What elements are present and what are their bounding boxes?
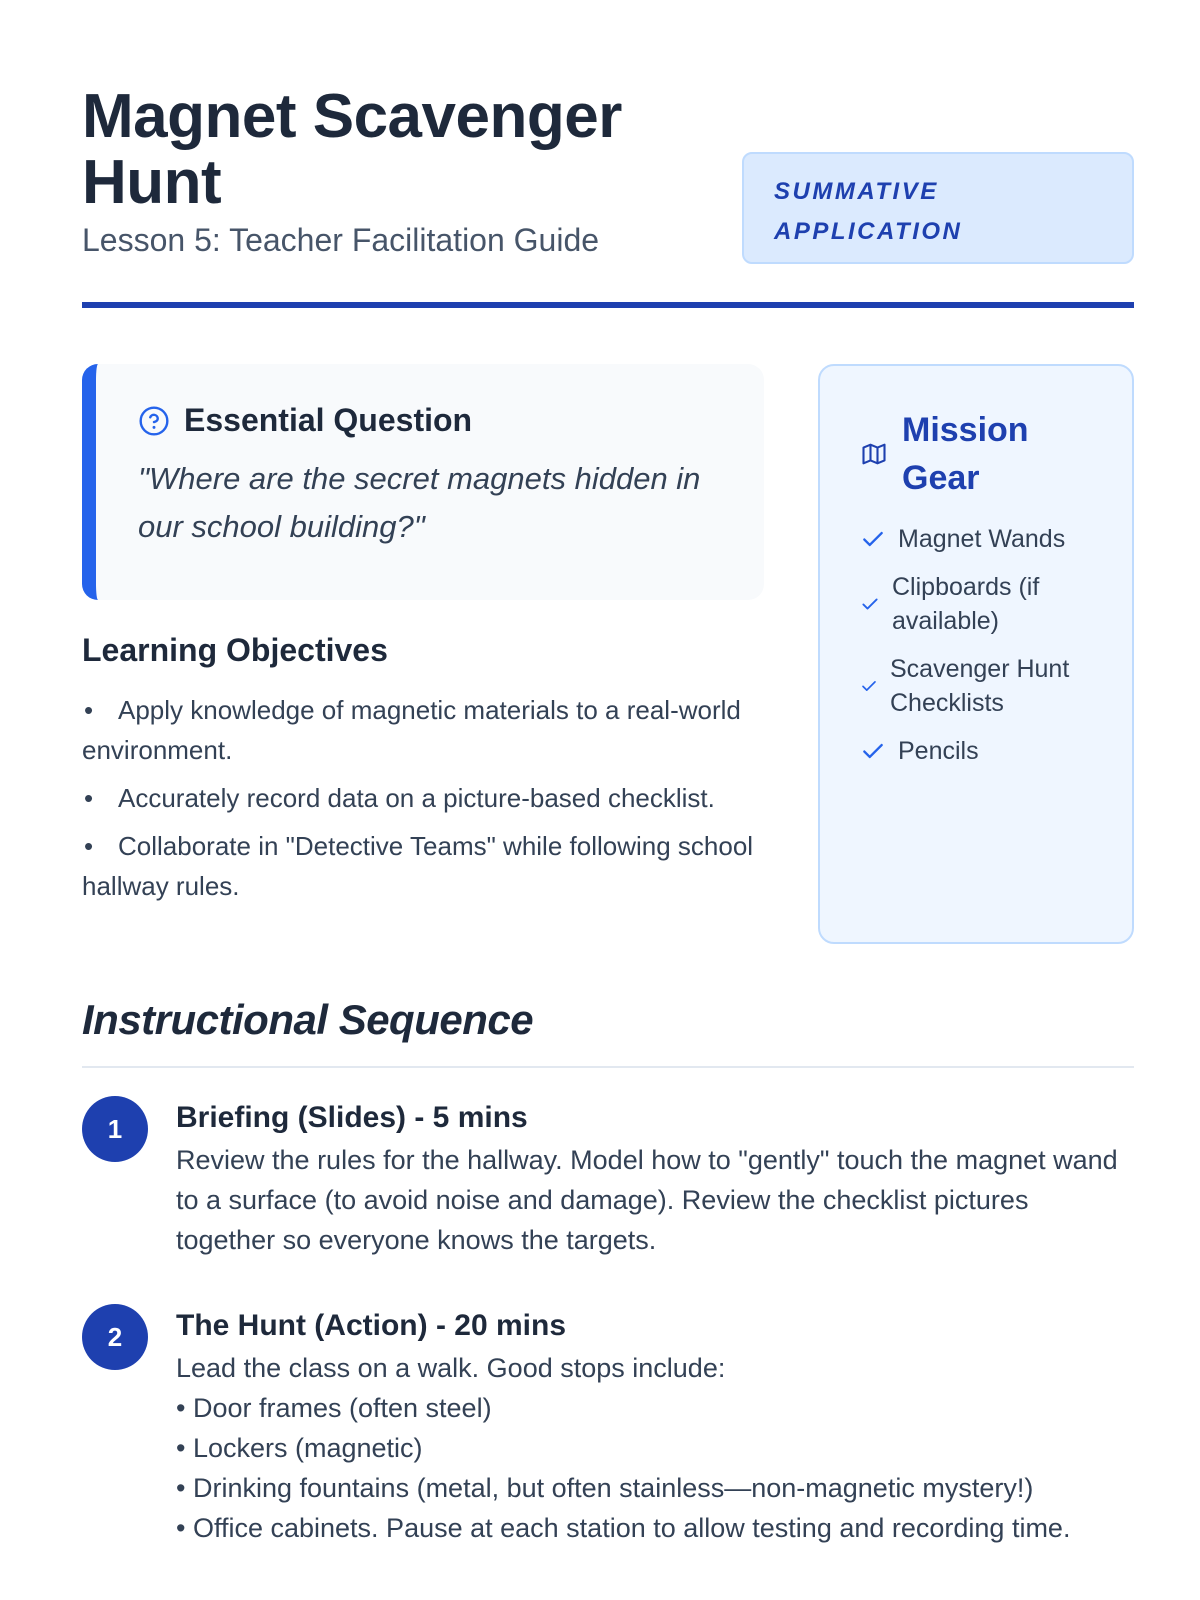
gear-item-label: Pencils xyxy=(898,737,979,765)
check-icon xyxy=(860,594,880,614)
step-description: Review the rules for the hallway. Model how to "gently" touch the magnet wand to a surface (to avoid noise and damage). Review the checklist pictures together so everyone knows the targets. xyxy=(176,1145,1118,1255)
essential-question-title: Essential Question xyxy=(184,402,473,438)
badge-line-2: APPLICATION xyxy=(774,218,963,245)
list-item: • Accurately record data on a picture-based checklist. xyxy=(84,783,715,813)
check-icon xyxy=(860,677,878,695)
essential-question-card xyxy=(82,364,764,600)
step-number-badge: 2 xyxy=(82,1304,148,1370)
step-number-badge: 1 xyxy=(82,1096,148,1162)
list-item xyxy=(860,734,1092,768)
step-line: • Lockers (magnetic) xyxy=(176,1433,423,1463)
step-line: Lead the class on a walk. Good stops include: xyxy=(176,1353,726,1383)
check-icon xyxy=(860,738,886,764)
list-item xyxy=(860,652,1092,720)
page-title: Magnet Scavenger Hunt xyxy=(82,82,622,217)
step-line: • Office cabinets. Pause at each station to allow testing and recording time. xyxy=(176,1513,1071,1543)
objective-text: Apply knowledge of magnetic materials to a real-world environment. xyxy=(82,695,741,765)
step-title: Briefing (Slides) - 5 mins xyxy=(176,1101,528,1134)
objective-text: Accurately record data on a picture-based checklist. xyxy=(118,783,715,813)
list-item: • Apply knowledge of magnetic materials to a real-world environment. xyxy=(82,695,741,765)
map-icon xyxy=(860,440,888,468)
learning-objectives-list xyxy=(82,690,762,914)
step-line: • Door frames (often steel) xyxy=(176,1393,492,1423)
mission-gear-card xyxy=(818,364,1134,944)
question-circle-icon xyxy=(138,405,170,437)
objective-text: Collaborate in "Detective Teams" while following school hallway rules. xyxy=(82,831,754,901)
badge-line-1: SUMMATIVE xyxy=(774,178,939,205)
mission-gear-title: Mission Gear xyxy=(902,411,1029,497)
page-header xyxy=(82,84,1134,304)
learning-objectives-title: Learning Objectives xyxy=(82,632,388,668)
check-icon xyxy=(860,526,886,552)
sequence-divider xyxy=(82,1066,1134,1068)
gear-item-label: Scavenger Hunt Checklists xyxy=(890,655,1070,717)
step-description xyxy=(176,1348,1134,1548)
header-divider xyxy=(82,302,1134,308)
list-item xyxy=(860,522,1092,556)
list-item: • Collaborate in "Detective Teams" while following school hallway rules. xyxy=(82,831,754,901)
mission-gear-list xyxy=(860,522,1092,768)
step-line: • Drinking fountains (metal, but often stainless—non-magnetic mystery!) xyxy=(176,1473,1034,1503)
assessment-type-badge xyxy=(742,152,1134,264)
gear-item-label: Clipboards (if available) xyxy=(892,573,1040,635)
gear-item-label: Magnet Wands xyxy=(898,525,1066,553)
list-item xyxy=(860,570,1092,638)
sequence-title: Instructional Sequence xyxy=(82,996,534,1043)
essential-question-text: "Where are the secret magnets hidden in our school building?" xyxy=(138,461,701,544)
page-subtitle: Lesson 5: Teacher Facilitation Guide xyxy=(82,222,600,258)
step-title: The Hunt (Action) - 20 mins xyxy=(176,1309,566,1342)
